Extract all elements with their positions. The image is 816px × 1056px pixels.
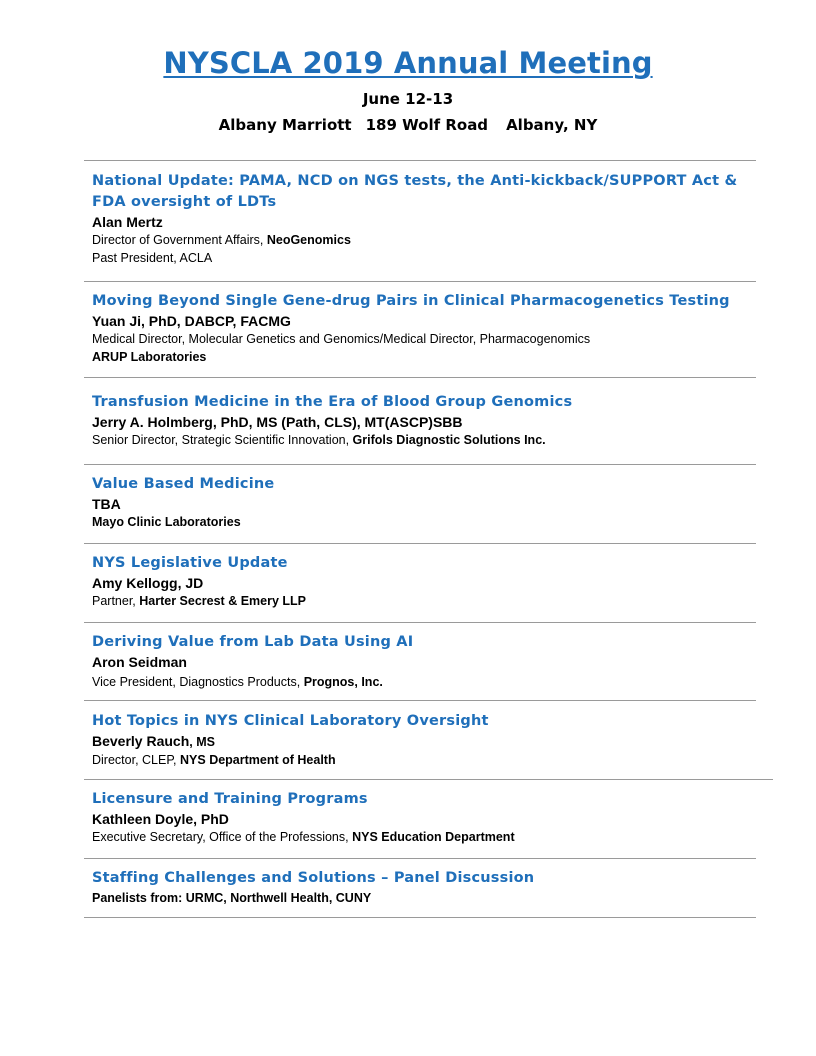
session-speaker: Aron Seidman [92,654,187,670]
page-title: NYSCLA 2019 Annual Meeting [163,46,653,80]
panelists: Panelists from: URMC, Northwell Health, CUNY [92,891,372,905]
divider [84,858,756,859]
speaker-affiliation: Partner, Harter Secrest & Emery LLP [92,594,306,608]
speaker-affiliation: Past President, ACLA [92,251,213,265]
speaker-affiliation: ARUP Laboratories [92,350,207,364]
session-item [92,711,742,769]
session-speaker: Amy Kellogg, JD [92,575,204,591]
divider [84,377,756,378]
speaker-affiliation: Vice President, Diagnostics Products, Prognos, Inc. [92,675,383,689]
divider [84,700,756,701]
session-item [92,171,742,267]
session-item [92,789,742,846]
event-dates: June 12-13 [362,90,454,108]
session-title: Transfusion Medicine in the Era of Blood Group Genomics [92,394,573,410]
speaker-affiliation: Medical Director, Molecular Genetics and Genomics/Medical Director, Pharmacogenomics [92,332,591,346]
venue-address: 189 Wolf Road [365,116,489,134]
speaker-affiliation: Executive Secretary, Office of the Professions, NYS Education Department [92,830,515,844]
session-title: Hot Topics in NYS Clinical Laboratory Oversight [92,713,489,729]
speaker-affiliation: Director of Government Affairs, NeoGenomics [92,233,351,247]
venue-city: Albany, NY [506,116,598,134]
session-item [92,392,742,449]
session-title: Deriving Value from Lab Data Using AI [92,634,414,650]
session-title: Moving Beyond Single Gene-drug Pairs in Clinical Pharmacogenetics Testing [92,293,730,309]
session-title: Value Based Medicine [92,476,275,492]
session-item [92,291,742,366]
session-item [92,553,742,610]
speaker-affiliation: Director, CLEP, NYS Department of Health [92,753,336,767]
session-item [92,632,742,691]
divider [84,779,773,780]
session-title: National Update: PAMA, NCD on NGS tests, the Anti-kickback/SUPPORT Act & FDA oversight of LDTs [92,173,738,210]
session-speaker: Kathleen Doyle, PhD [92,811,229,827]
event-venue [0,116,816,134]
venue-name: Albany Marriott [218,116,352,134]
session-speaker: Beverly Rauch, MS [92,733,215,749]
session-speaker: Alan Mertz [92,214,163,230]
session-speaker: TBA [92,496,121,512]
divider [84,281,756,282]
session-item [92,868,742,907]
divider [84,464,756,465]
session-item [92,474,742,531]
divider [84,543,756,544]
divider [84,622,756,623]
session-title: Licensure and Training Programs [92,791,368,807]
session-speaker: Jerry A. Holmberg, PhD, MS (Path, CLS), MT(ASCP)SBB [92,414,463,430]
session-speaker: Yuan Ji, PhD, DABCP, FACMG [92,313,291,329]
session-title: NYS Legislative Update [92,555,288,571]
speaker-affiliation: Senior Director, Strategic Scientific Innovation, Grifols Diagnostic Solutions Inc. [92,433,546,447]
session-title: Staffing Challenges and Solutions – Panel Discussion [92,870,535,886]
divider [84,917,756,918]
divider [84,160,756,161]
speaker-affiliation: Mayo Clinic Laboratories [92,515,241,529]
